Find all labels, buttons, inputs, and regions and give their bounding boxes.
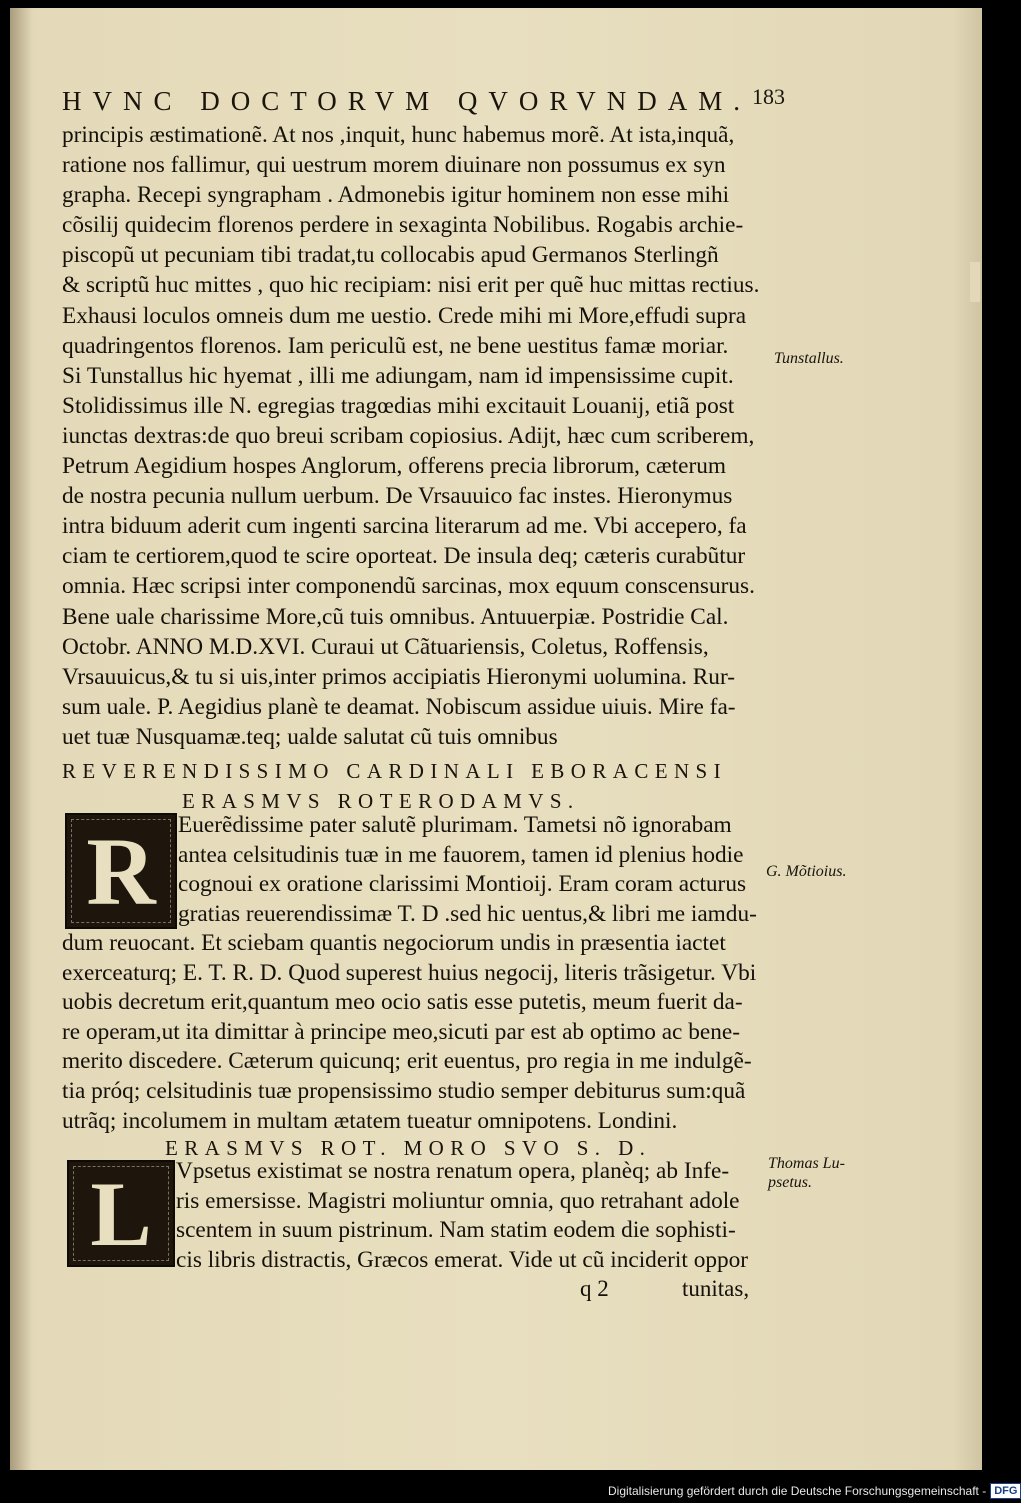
text-line: Stolidissimus ille N. egregias tragœdias mihi excitauit Louanij, etiã post (62, 392, 735, 419)
text-line: quadringentos florenos. Iam periculũ est, ne bene uestitus famæ moriar. (62, 332, 729, 359)
text-line: cis libris distractis, Græcos emerat. Vide ut cũ inciderit oppor (176, 1246, 749, 1273)
dfg-logo-icon: DFG (990, 1483, 1021, 1499)
section-heading-erasmus: ERASMVS ROTERODAMVS. (182, 789, 580, 813)
text-line: principis æstimationẽ. At nos ,inquit, hunc habemus morẽ. At ista,inquã, (62, 122, 735, 148)
text-line: Vpsetus existimat se nostra renatum opera, planèq; ab Infe- (176, 1158, 730, 1184)
letter-text (62, 120, 782, 752)
text-line: omnia. Hæc scripsi inter componendũ sarcinas, mox equum conscensurus. (62, 573, 755, 600)
footer-text: Digitalisierung gefördert durch die Deutsche Forschungsgemeinschaft - (608, 1484, 987, 1498)
text-line: ciam te certiorem,quod te scire oporteat. De insula deq; cæteris curabũtur (62, 543, 746, 570)
text-line: de nostra pecunia nullum uerbum. De Vrsauuico fac instes. Hieronymus (62, 483, 733, 510)
catchword: tunitas, (682, 1276, 750, 1301)
marginal-note-lupsetus: psetus. (768, 1174, 812, 1191)
book-page (10, 8, 982, 1470)
section-heading-cardinal: REVERENDISSIMO CARDINALI EBORACENSI (62, 759, 728, 783)
section2-text (62, 929, 756, 1136)
text-line: uet tuæ Nusquamæ.teq; ualde salutat cũ tuis omnibus (62, 723, 558, 750)
text-line: Octobr. ANNO M.D.XVI. Curaui ut Cãtuariensis, Coletus, Roffensis, (62, 633, 709, 660)
text-line: Exhausi loculos omneis dum me uestio. Crede mihi mi More,effudi supra (62, 302, 747, 329)
text-line: merito discedere. Cæterum quicunq; erit euentus, pro regia in me indulgẽ- (62, 1048, 752, 1075)
section-heading-moro: ERASMVS ROT. MORO SVO S. D. (165, 1136, 652, 1160)
text-line: piscopũ ut pecuniam tibi tradat,tu collocabis apud Germanos Sterlingñ (62, 242, 719, 269)
text-line: antea celsitudinis tuæ in me fauorem, tamen id plenius hodie (178, 841, 744, 868)
footer-credit (608, 1482, 1021, 1500)
text-line: Euerẽdissime pater salutẽ plurimam. Tametsi nõ ignorabam (178, 812, 732, 838)
text-line: Bene uale charissime More,cũ tuis omnibus. Antuuerpiæ. Postridie Cal. (62, 603, 729, 630)
folio-number: 183 (752, 84, 785, 109)
text-line: re operam,ut ita dimittar à principe meo,sicuti par est ab optimo ac bene- (62, 1018, 740, 1045)
text-line: gratias reuerendissimæ T. D .sed hic uentus,& libri me iamdu- (178, 900, 757, 927)
text-line: grapha. Recepi syngrapham . Admonebis igitur hominem non esse mihi (62, 182, 730, 209)
text-line: Vrsauuicus,& tu si uis,inter primos accipiatis Hieronymi uolumina. Rur- (62, 663, 735, 690)
page-edge-notch (970, 262, 980, 302)
text-line: & scriptũ huc mittes , quo hic recipiam: nisi erit per quẽ huc mittas rectius. (62, 272, 760, 299)
decorated-initial-r (65, 813, 177, 929)
initial-letter: R (86, 817, 156, 925)
initial-letter: L (90, 1162, 152, 1265)
marginal-note-montioius: G. Mõtioius. (766, 863, 847, 880)
text-line: scentem in suum pistrinum. Nam statim eodem die sophisti- (176, 1217, 736, 1244)
text-line: Si Tunstallus hic hyemat , illi me adiungam, nam id impensissime cupit. (62, 362, 734, 389)
text-line: cõsilij quidecim florenos perdere in sexaginta Nobilibus. Rogabis archie- (62, 212, 744, 239)
decorated-initial-l (67, 1160, 175, 1267)
text-line: utrãq; incolumem in multam ætatem tueatur omnipotens. Londini. (62, 1107, 678, 1134)
text-line: Petrum Aegidium hospes Anglorum, offerens precia librorum, cæterum (62, 453, 727, 480)
marginal-note-thomas: Thomas Lu- (768, 1155, 845, 1172)
text-line: iunctas dextras:de quo breui scribam copiosius. Adijt, hæc cum scriberem, (62, 422, 755, 449)
text-line: ratione nos fallimur, qui uestrum morem diuinare non possumus ex syn (62, 152, 726, 179)
initial-ornament (71, 819, 171, 923)
section3-indented (176, 1157, 748, 1275)
text-line: uobis decretum erit,quantum meo ocio satis esse putetis, meum fuerit da- (62, 989, 743, 1016)
signature-mark: q 2 (580, 1276, 609, 1301)
text-line: ris emersisse. Magistri moliuntur omnia, quo retrahant adole (176, 1187, 740, 1214)
text-line: tia próq; celsitudinis tuæ propensissimo studio semper debiturus sum:quã (62, 1077, 746, 1104)
text-line: intra biduum aderit cum ingenti sarcina literarum ad me. Vbi accepero, fa (62, 513, 747, 540)
text-line: sum uale. P. Aegidius planè te deamat. Nobiscum assidue uiuis. Mire fa- (62, 693, 736, 720)
section2-indented (178, 811, 757, 929)
text-line: exerceaturq; E. T. R. D. Quod superest huius negocij, literis trãsigetur. Vbi (62, 959, 757, 986)
initial-ornament (73, 1166, 169, 1261)
text-line: cognoui ex oratione clarissimi Montioij. Eram coram acturus (178, 871, 747, 898)
running-title: HVNC DOCTORVM QVORVNDAM. (62, 86, 751, 116)
marginal-note-tunstallus: Tunstallus. (774, 350, 844, 367)
text-line: dum reuocant. Et sciebam quantis negociorum undis in præsentia iactet (62, 930, 726, 956)
